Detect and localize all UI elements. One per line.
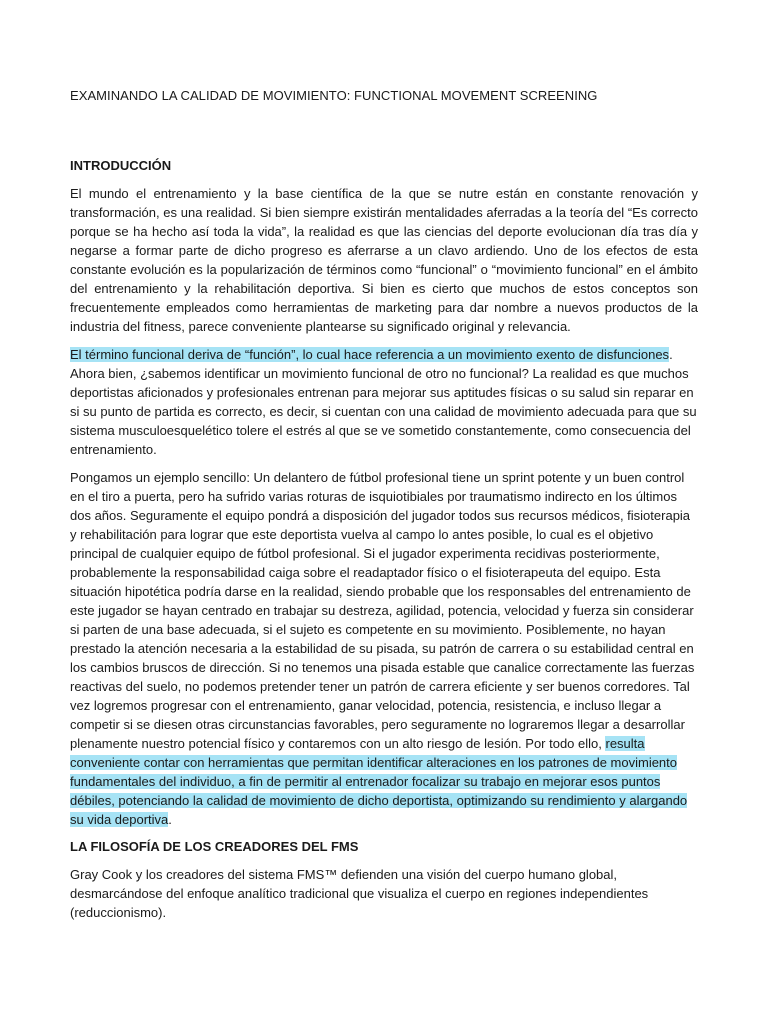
paragraph-3 xyxy=(70,468,698,829)
paragraph-2 xyxy=(70,345,698,459)
document-title: EXAMINANDO LA CALIDAD DE MOVIMIENTO: FUNCTIONAL MOVEMENT SCREENING xyxy=(70,88,598,103)
section-heading-introduccion: INTRODUCCIÓN xyxy=(70,158,172,173)
highlighted-text: resulta conveniente contar con herramientas que permitan identificar alteraciones en los patrones de movimiento fundamentales del individuo, a fin de permitir al entrenador focalizar su trabajo en mejorar esos puntos débiles, potenciando la calidad de movimiento de dicho deportista, optimizando su rendimiento y alargando su vida deportiva xyxy=(70,736,688,827)
paragraph-1: El mundo el entrenamiento y la base científica de la que se nutre están en constante renovación y transformación, es una realidad. Si bien siempre existirán mentalidades aferradas a la teoría del “Es correcto porque se ha hecho así toda la vida”, la realidad es que las ciencias del deporte evolucionan día tras día y negarse a formar parte de dicho progreso es aferrarse a un clavo ardiendo. Uno de los efectos de esta constante evolución es la popularización de términos como “funcional” o “movimiento funcional” en el ámbito del entrenamiento y la rehabilitación deportiva. Si bien es cierto que muchos de estos conceptos son frecuentemente empleados como herramientas de marketing para dar nombre a nuevos productos de la industria del fitness, parece conveniente plantearse su significado original y relevancia. xyxy=(70,186,698,334)
paragraph-4: Gray Cook y los creadores del sistema FMS™ defienden una visión del cuerpo humano global, desmarcándose del enfoque analítico tradicional que visualiza el cuerpo en regiones independientes (reduccionismo). xyxy=(70,867,649,920)
paragraph-text: Pongamos un ejemplo sencillo: Un delantero de fútbol profesional tiene un sprint potente y un buen control en el tiro a puerta, pero ha sufrido varias roturas de isquiotibiales por traumatismo indirecto en los últimos dos años. Seguramente el equipo pondrá a disposición del jugador todos sus recursos médicos, fisioterapia y rehabilitación para lograr que este deportista vuelva al campo lo antes posible, lo cual es el objetivo principal de cualquier equipo de fútbol profesional. Si el jugador experimenta recidivas posteriormente, probablemente la responsabilidad caiga sobre el readaptador físico o el fisioterapeuta del equipo. Esta situación hipotética podría darse en la realidad, siendo probable que los responsables del entrenamiento de este jugador se hayan centrado en trabajar su destreza, agilidad, potencia, velocidad y fuerza sin considerar si parten de una base adecuada, si el sujeto es competente en su movimiento. Posiblemente, no hayan prestado la atención necesaria a la estabilidad de su pisada, su patrón de carrera o su estabilidad central en los cambios bruscos de dirección. Si no tenemos una pisada estable que canalice correctamente las fuerzas reactivas del suelo, no podemos pretender tener un patrón de carrera eficiente y ser buenos corredores. Tal vez logremos progresar con el entrenamiento, ganar velocidad, potencia, resistencia, e incluso llegar a competir si se diesen otras circunstancias favorables, pero seguramente no lograremos llegar a desarrollar plenamente nuestro potencial físico y contaremos con un alto riesgo de lesión. Por todo ello, xyxy=(70,470,695,751)
highlighted-text: El término funcional deriva de “función”, lo cual hace referencia a un movimiento exento de disfunciones xyxy=(70,347,670,362)
section-heading-filosofia: LA FILOSOFÍA DE LOS CREADORES DEL FMS xyxy=(70,839,359,854)
paragraph-text: . Ahora bien, ¿sabemos identificar un movimiento funcional de otro no funcional? La realidad es que muchos deportistas aficionados y profesionales entrenan para mejorar sus aptitudes físicas o su salud sin reparar en si su punto de partida es correcto, es decir, si cuentan con una calidad de movimiento adecuada para que su sistema musculoesquelético tolere el estrés al que se ve sometido constantemente, como consecuencia del entrenamiento. xyxy=(70,347,697,457)
paragraph-text: . xyxy=(168,812,172,827)
